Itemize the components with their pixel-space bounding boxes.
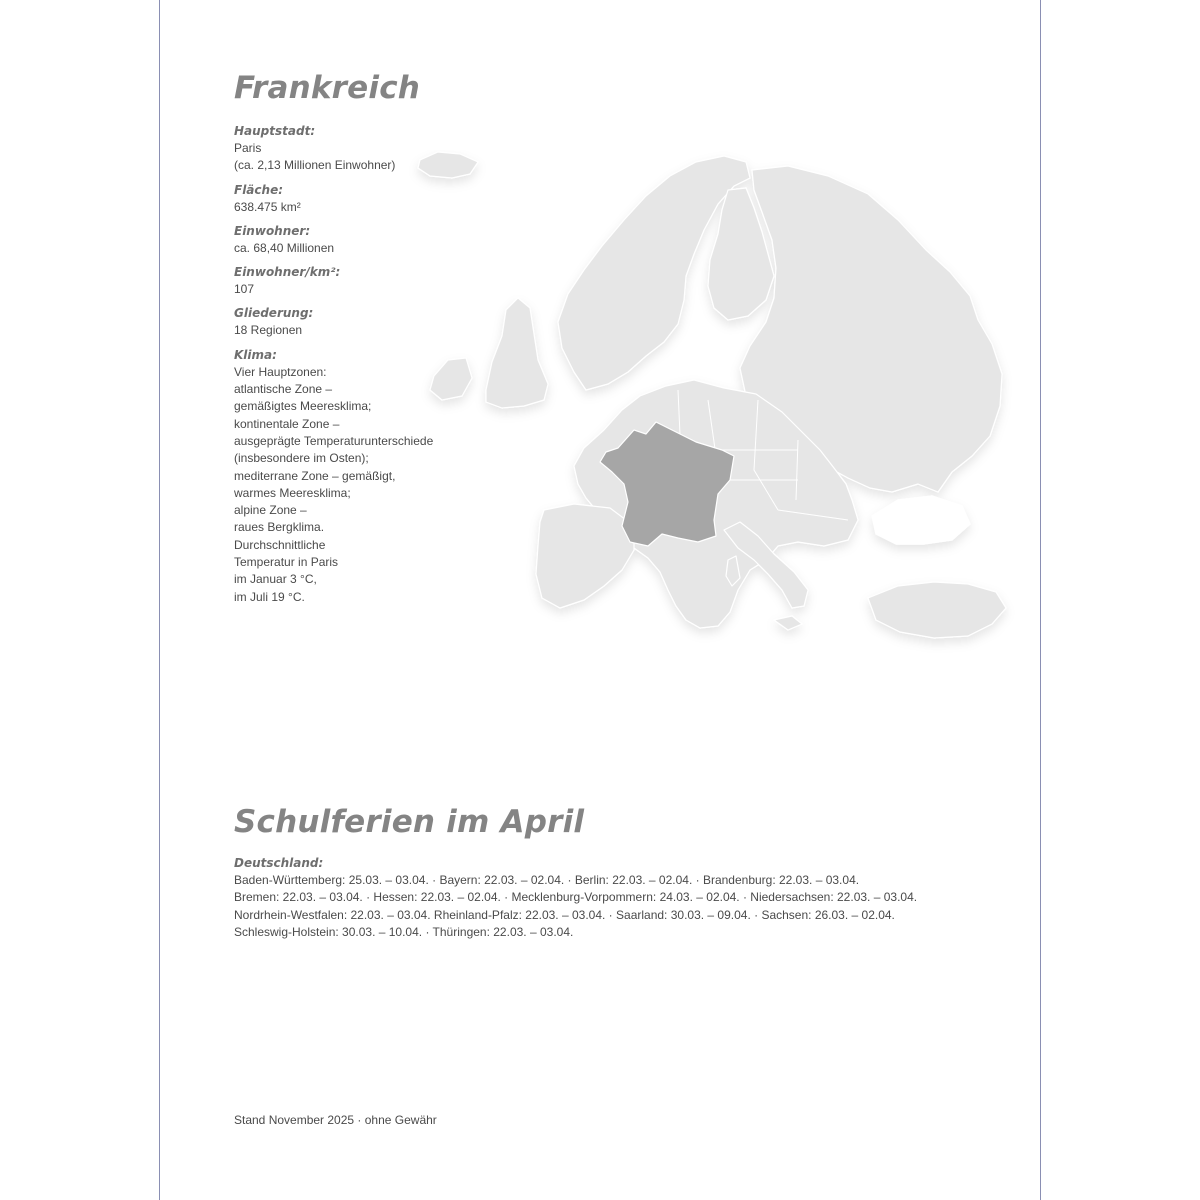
holidays-line: Nordrhein-Westfalen: 22.03. – 03.04. Rheinland-Pfalz: 22.03. – 03.04. · Saarland: 30.03. – 09.04. · Sachsen: 26.03. – 02.04. bbox=[234, 907, 895, 922]
sicily-shape bbox=[774, 616, 802, 630]
iceland-shape bbox=[418, 152, 478, 178]
great-britain-shape bbox=[486, 298, 548, 408]
holidays-line: Schleswig-Holstein: 30.03. – 10.04. · Thüringen: 22.03. – 03.04. bbox=[234, 924, 574, 939]
fact-value: 638.475 km² bbox=[234, 199, 301, 214]
country-title: Frankreich bbox=[234, 70, 421, 106]
fact-value: ca. 68,40 Millionen bbox=[234, 240, 335, 255]
holidays-region-label: Deutschland: bbox=[234, 856, 324, 870]
fact-label: Fläche: bbox=[234, 182, 284, 197]
holidays-line: Bremen: 22.03. – 03.04. · Hessen: 22.03. – 02.04. · Mecklenburg-Vorpommern: 24.03. – 02.04. · Niedersachsen: 22.03. – 03.04. bbox=[234, 890, 918, 905]
fact-value: 18 Regionen bbox=[234, 323, 303, 338]
europe-map bbox=[378, 150, 1018, 670]
footer-note: Stand November 2025 · ohne Gewähr bbox=[234, 1113, 437, 1127]
calendar-page bbox=[159, 0, 1041, 1200]
fact-value: Paris (ca. 2,13 Millionen Einwohner) bbox=[234, 141, 396, 173]
ireland-shape bbox=[430, 358, 472, 400]
fact-label: Gliederung: bbox=[234, 306, 314, 321]
fact-label: Hauptstadt: bbox=[234, 124, 316, 138]
fact-value: Vier Hauptzonen: atlantische Zone – gemäßigtes Meeresklima; kontinentale Zone – ausgeprägte Temperaturunterschiede (insbesondere im Osten); mediterrane Zone – gemäßigt, warmes Meeresklima; alpine Zone – raues Bergklima. Durchschnittliche Temperatur in Paris im Januar 3 °C, im Juli 19 °C. bbox=[234, 364, 434, 604]
fact-label: Klima: bbox=[234, 347, 277, 362]
turkey-shape bbox=[868, 582, 1006, 638]
holidays-line: Baden-Württemberg: 25.03. – 03.04. · Bayern: 22.03. – 02.04. · Berlin: 22.03. – 02.04. · Brandenburg: 22.03. – 03.04. bbox=[234, 873, 860, 887]
fact-label: Einwohner/km²: bbox=[234, 265, 341, 280]
iberia-shape bbox=[536, 504, 634, 608]
fact-value: 107 bbox=[234, 282, 255, 297]
holidays-title: Schulferien im April bbox=[234, 804, 585, 840]
holidays-section bbox=[234, 855, 954, 941]
fact-label: Einwohner: bbox=[234, 223, 311, 238]
black-sea-shape bbox=[872, 496, 970, 544]
